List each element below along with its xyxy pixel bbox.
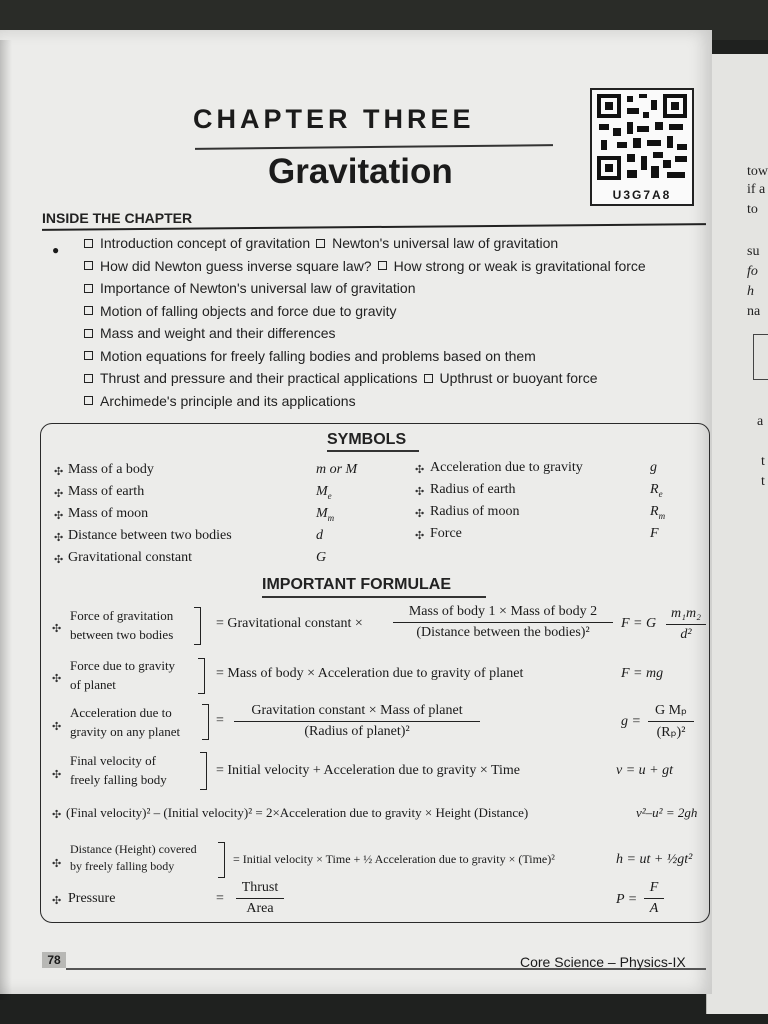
next-page-fragment: t	[761, 474, 765, 489]
checkbox-icon	[84, 374, 93, 383]
symbol-value: F	[650, 526, 659, 541]
formula-equation: = Initial velocity + Acceleration due to gravity × Time	[216, 763, 521, 778]
topic-item: Newton's universal law of gravitation	[332, 235, 559, 252]
diamond-bullet-icon: ✣	[415, 508, 425, 520]
symbol-name: Mass of a body	[68, 462, 154, 477]
diamond-bullet-icon: ✣	[52, 769, 62, 781]
formula-result: h = ut + ½gt²	[616, 852, 693, 867]
symbol-name: Mass of moon	[68, 506, 149, 521]
symbol-name: Gravitational constant	[68, 550, 193, 565]
next-page-fragment: na	[747, 304, 761, 319]
formula-result: v = u + gt	[616, 763, 673, 778]
symbol-value: G	[316, 550, 327, 565]
qr-code-label: U3G7A8	[612, 188, 672, 202]
diamond-bullet-icon: ✣	[415, 464, 425, 476]
diamond-bullet-icon: ✣	[415, 530, 425, 542]
checkbox-icon	[316, 239, 325, 248]
formula-result-fraction: $\frac{\text{m₁m₂}}{\text{d²}}$	[666, 606, 706, 643]
symbol-value: m or M	[316, 462, 358, 477]
diamond-bullet-icon: ✣	[52, 858, 62, 870]
inside-chapter-heading: INSIDE THE CHAPTER	[42, 210, 193, 226]
formula-label: Force of gravitation between two bodies	[70, 608, 174, 642]
next-page-box	[753, 334, 768, 380]
topic-item: Introduction concept of gravitation	[100, 235, 311, 252]
formula-equation: = Mass of body × Acceleration due to gravity of planet	[216, 666, 524, 681]
formula-label: Final velocity of freely falling body	[70, 753, 167, 787]
topic-item: Importance of Newton's universal law of gravitation	[100, 280, 416, 297]
formula-equation: (Final velocity)² – (Initial velocity)² = 2×Acceleration due to gravity × Height (Distance)	[66, 805, 529, 820]
formula-result-fraction: $\frac{F}{A}$	[644, 880, 664, 917]
formula-label: Acceleration due to gravity on any planet	[70, 705, 181, 739]
formula-equation: = Gravitational constant ×	[216, 616, 363, 631]
next-page-fragment: su	[747, 244, 760, 259]
formula-label: Distance (Height) covered by freely falling body	[70, 842, 197, 873]
diamond-bullet-icon: ✣	[54, 532, 64, 544]
symbol-value: $M_e$	[316, 484, 332, 501]
symbols-heading: SYMBOLS	[327, 431, 407, 448]
topic-item: How strong or weak is gravitational force	[393, 257, 646, 274]
topic-item: Upthrust or buoyant force	[439, 370, 598, 387]
chapter-title: Gravitation	[268, 152, 453, 191]
topic-item: Motion equations for freely falling bodies and problems based on them	[100, 347, 536, 364]
formula-result: P =	[616, 892, 638, 907]
formula-result-fraction: $\frac{\text{G Mₚ}}{\text{(Rₚ)²}}$	[648, 702, 694, 741]
bracket	[194, 607, 201, 645]
bracket	[202, 704, 209, 740]
diamond-bullet-icon: ✣	[52, 895, 62, 907]
topic-item: Archimede's principle and its applications	[100, 392, 356, 409]
checkbox-icon	[378, 261, 387, 270]
page-shadow	[0, 40, 12, 1000]
topic-line	[84, 300, 704, 323]
bracket	[200, 752, 207, 790]
next-page-fragment: to	[747, 202, 758, 217]
diamond-bullet-icon: ✣	[54, 466, 64, 478]
diamond-bullet-icon: ✣	[415, 486, 425, 498]
next-page-edge	[706, 54, 768, 1014]
topic-line	[84, 255, 704, 278]
checkbox-icon	[84, 284, 93, 293]
topic-line	[84, 277, 704, 300]
symbol-name: Acceleration due to gravity	[430, 460, 583, 475]
diamond-bullet-icon: ✣	[52, 623, 62, 635]
formulae-heading: IMPORTANT FORMULAE	[262, 576, 452, 593]
diamond-bullet-icon: ✣	[54, 554, 64, 566]
symbol-value: g	[650, 460, 657, 475]
formula-result: g =	[621, 714, 641, 729]
symbol-name: Force	[430, 526, 462, 541]
topics-list	[84, 232, 704, 412]
formula-fraction: Thrust Area	[236, 880, 284, 917]
checkbox-icon	[84, 239, 93, 248]
qr-code[interactable]	[590, 88, 694, 206]
formula-result: F = G	[621, 616, 657, 631]
symbol-value: $R_m$	[650, 504, 666, 521]
bullet-icon: ●	[52, 243, 60, 257]
symbol-name: Distance between two bodies	[68, 528, 232, 543]
topic-line	[84, 232, 704, 255]
topic-line	[84, 345, 704, 368]
diamond-bullet-icon: ✣	[54, 488, 64, 500]
next-page-fragment: h	[747, 284, 754, 299]
book-title: Core Science – Physics-IX	[520, 954, 686, 970]
formula-result: v²–u² = 2gh	[636, 805, 698, 820]
topic-line	[84, 367, 704, 390]
checkbox-icon	[84, 351, 93, 360]
diamond-bullet-icon: ✣	[54, 510, 64, 522]
symbols-underline	[327, 450, 419, 452]
formula-label: Pressure	[68, 891, 116, 906]
symbol-value: d	[316, 528, 323, 543]
formula-label: Force due to gravity of planet	[70, 658, 176, 692]
topic-item: Thrust and pressure and their practical applications	[100, 370, 418, 387]
next-page-fragment: if a	[747, 182, 766, 197]
topic-item: How did Newton guess inverse square law?	[100, 257, 372, 274]
formula-equation: =	[216, 713, 224, 728]
formula-result: F = mg	[621, 666, 664, 681]
page-number: 78	[42, 952, 66, 968]
topic-item: Motion of falling objects and force due to gravity	[100, 302, 397, 319]
diamond-bullet-icon: ✣	[52, 721, 62, 733]
bracket	[218, 842, 225, 878]
symbol-name: Mass of earth	[68, 484, 145, 499]
formula-fraction: Gravitation constant × Mass of planet (Radius of planet)²	[234, 703, 480, 740]
topic-item: Mass and weight and their differences	[100, 325, 336, 342]
topic-line	[84, 322, 704, 345]
next-page-fragment: t	[761, 454, 765, 469]
symbol-value: $R_e$	[650, 482, 663, 499]
checkbox-icon	[84, 329, 93, 338]
chapter-label: CHAPTER THREE	[193, 104, 475, 134]
symbol-name: Radius of earth	[430, 482, 516, 497]
formula-equation: = Initial velocity × Time + ½ Acceleration due to gravity × (Time)²	[233, 852, 555, 866]
topic-line	[84, 390, 704, 413]
checkbox-icon	[84, 306, 93, 315]
next-page-fragment: fo	[747, 264, 758, 279]
qr-code-icon	[597, 94, 687, 180]
checkbox-icon	[84, 261, 93, 270]
symbol-name: Radius of moon	[430, 504, 520, 519]
formula-equation: =	[216, 891, 224, 906]
bracket	[198, 658, 205, 694]
diamond-bullet-icon: ✣	[52, 809, 62, 821]
formulae-underline	[262, 596, 486, 598]
next-page-fragment: a	[757, 414, 764, 429]
next-page-fragment: tow	[747, 164, 768, 179]
formula-fraction: Mass of body 1 × Mass of body 2 (Distance between the bodies)²	[393, 604, 613, 641]
checkbox-icon	[84, 396, 93, 405]
symbol-value: $M_m$	[316, 506, 335, 523]
checkbox-icon	[424, 374, 433, 383]
diamond-bullet-icon: ✣	[52, 673, 62, 685]
